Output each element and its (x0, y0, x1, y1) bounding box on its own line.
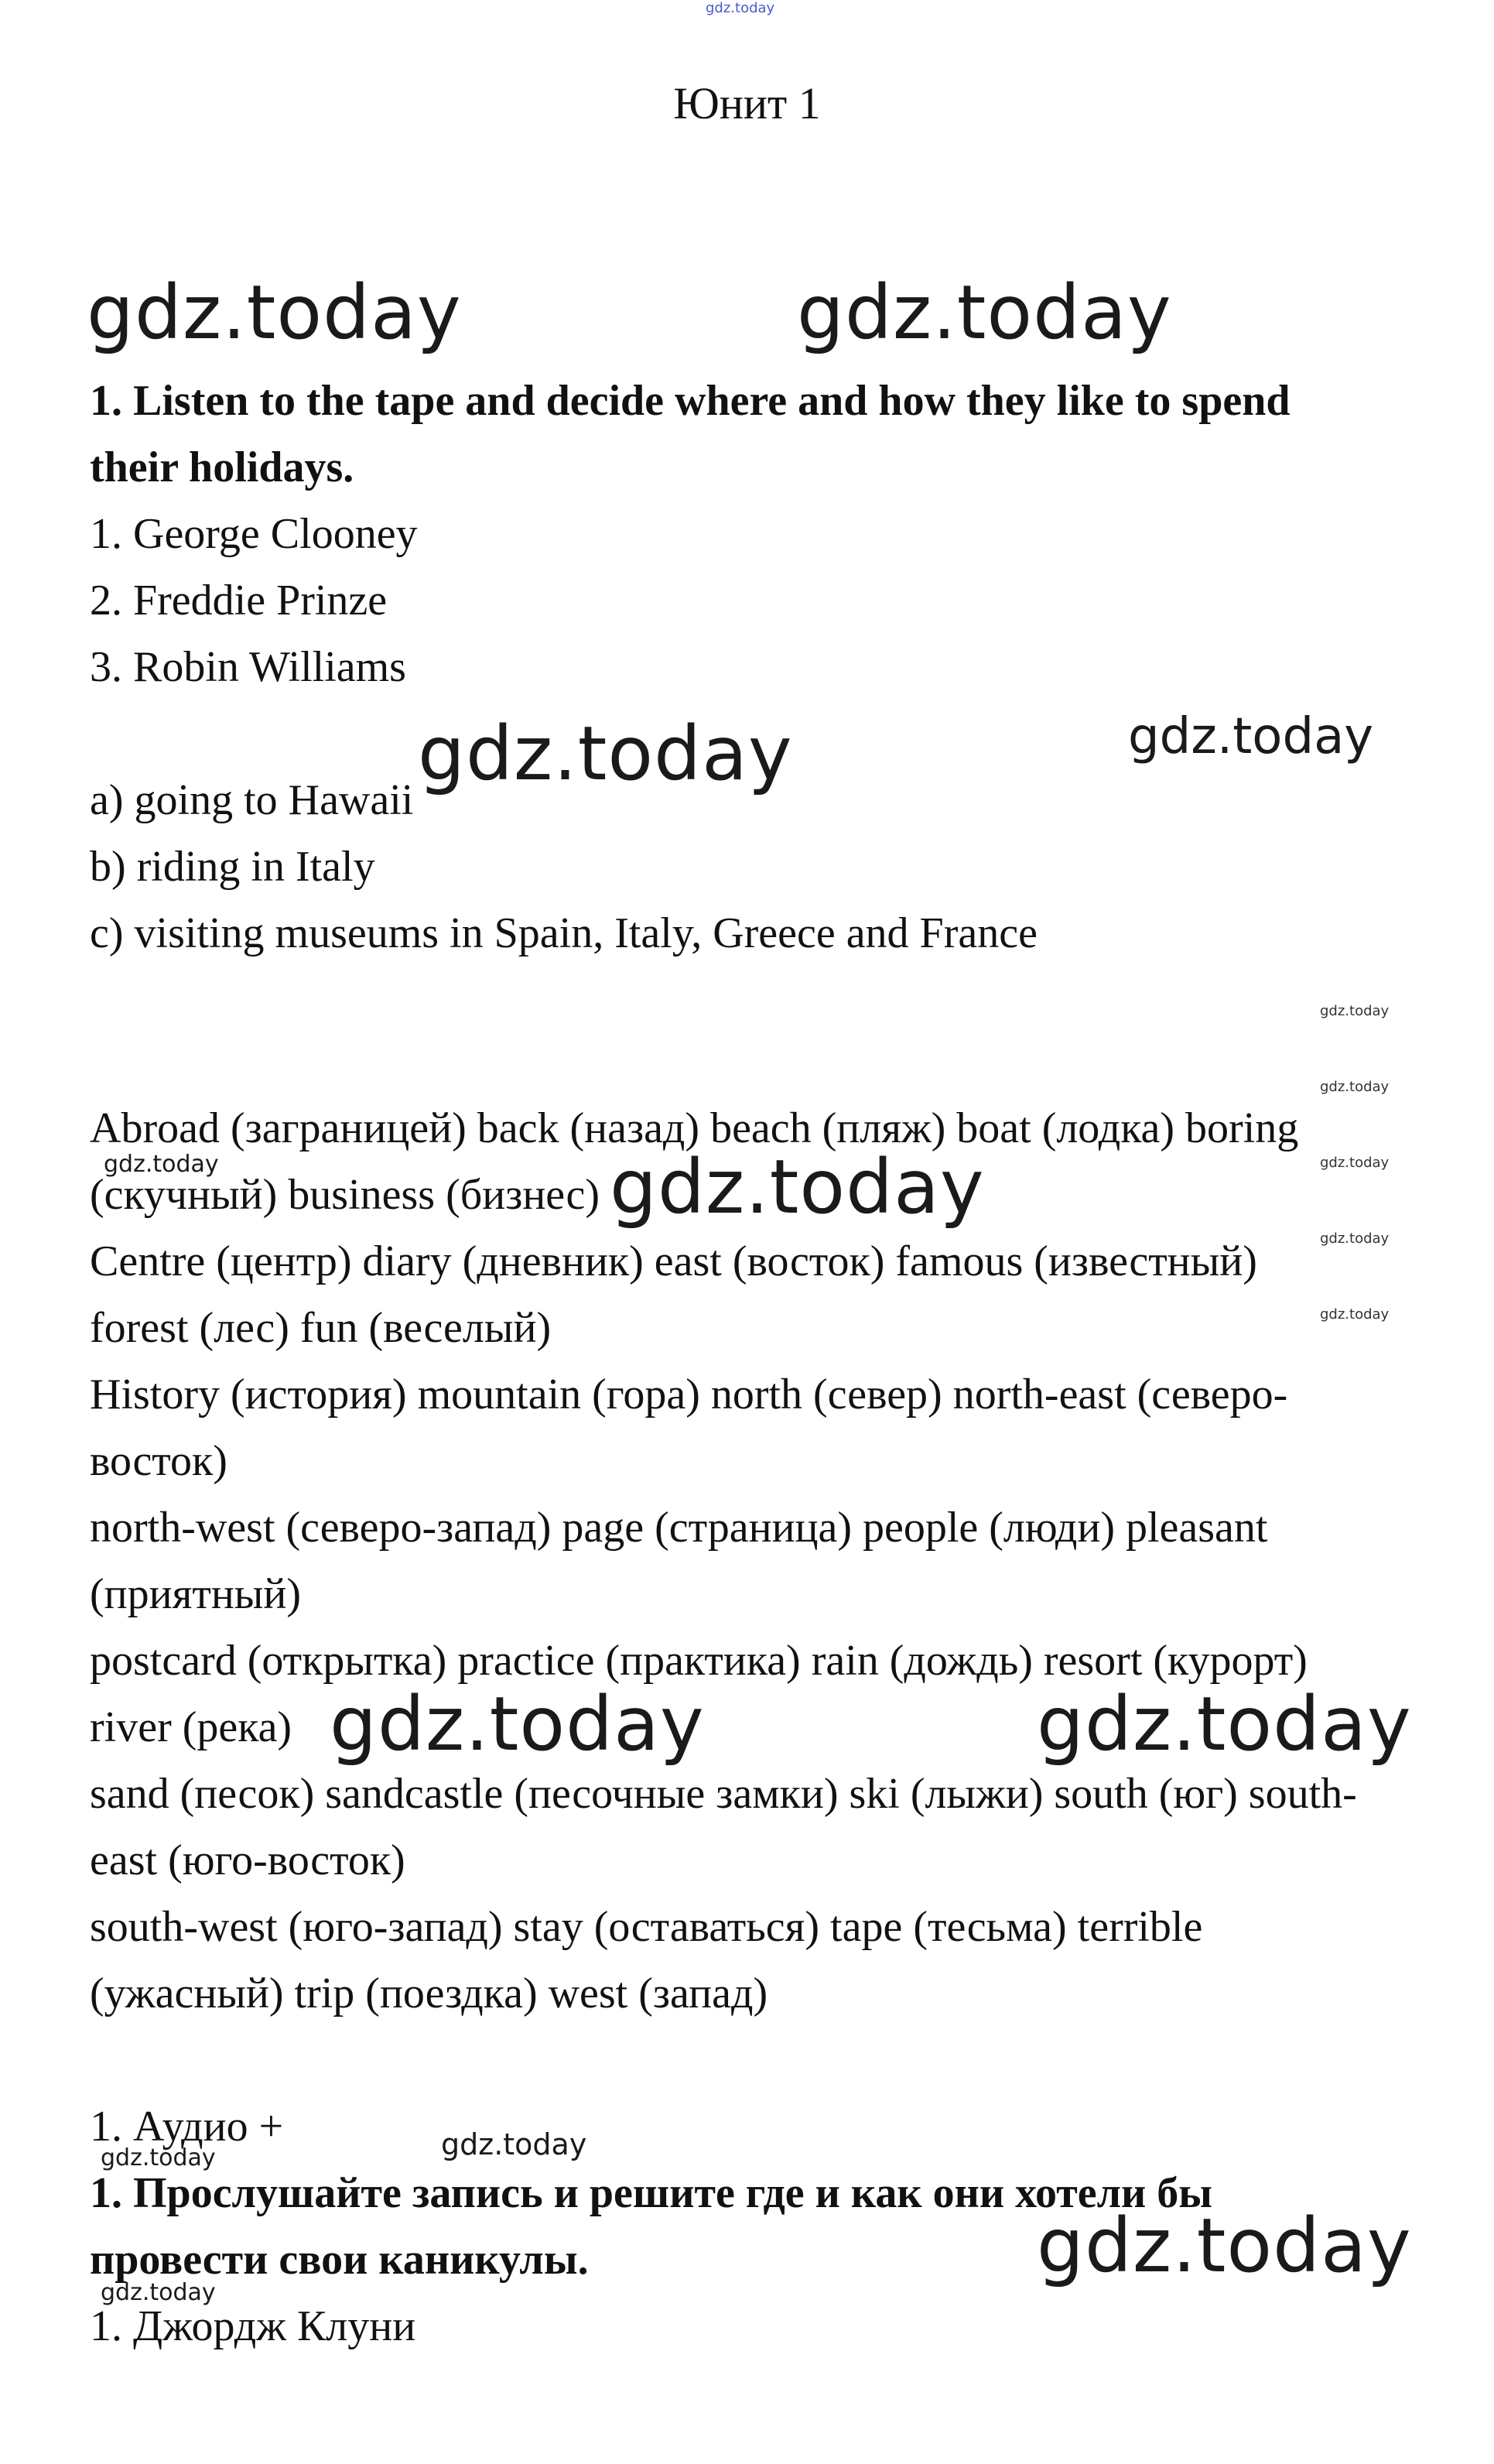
vocab-line-4: forest (лес) fun (веселый) (90, 1304, 552, 1352)
task-ru-heading-line1: 1. Прослушайте запись и решите где и как они хотели бы (90, 2169, 1213, 2217)
vocab-line-3: Centre (центр) diary (дневник) east (восток) famous (известный) (90, 1237, 1257, 1285)
vocab-line-14: (ужасный) trip (поездка) west (запад) (90, 1969, 768, 2017)
task-ru-label: 1. Аудио + (90, 2103, 284, 2151)
vocab-line-8: (приятный) (90, 1570, 302, 1618)
option-b: b) riding in Italy (90, 843, 375, 891)
watermark-1: gdz.today (87, 269, 462, 356)
person-item-1: 1. George Clooney (90, 510, 418, 558)
vocab-line-5: History (история) mountain (гора) north (север) north-east (северо- (90, 1371, 1288, 1419)
watermark-8: gdz.today (1037, 1681, 1412, 1768)
watermark-small-3: gdz.today (1320, 1155, 1390, 1171)
task-ru-item-1: 1. Джордж Клуни (90, 2302, 416, 2350)
watermark-small-1: gdz.today (1320, 1003, 1390, 1019)
vocab-line-12: east (юго-восток) (90, 1836, 405, 1884)
vocab-line-13: south-west (юго-запад) stay (оставаться) tape (тесьма) terrible (90, 1903, 1203, 1951)
watermark-12: gdz.today (101, 2279, 216, 2306)
vocab-line-11: sand (песок) sandcastle (песочные замки) ski (лыжи) south (юг) south- (90, 1770, 1357, 1818)
watermark-6: gdz.today (610, 1144, 985, 1230)
watermark-5: gdz.today (104, 1151, 219, 1178)
watermark-2: gdz.today (797, 269, 1172, 356)
watermark-11: gdz.today (1037, 2202, 1412, 2289)
vocab-line-2: (скучный) business (бизнес) (90, 1171, 600, 1219)
task-en-heading-line1: 1. Listen to the tape and decide where and how they like to spend (90, 377, 1291, 425)
watermark-9: gdz.today (101, 2144, 216, 2171)
watermark-small-2: gdz.today (1320, 1079, 1390, 1095)
page-title: Юнит 1 (673, 78, 821, 128)
vocab-line-6: восток) (90, 1437, 227, 1485)
task-en-heading-line2: their holidays. (90, 443, 354, 491)
person-item-2: 2. Freddie Prinze (90, 577, 388, 625)
vocab-line-1: Abroad (заграницей) back (назад) beach (пляж) boat (лодка) boring (90, 1104, 1299, 1152)
watermark-small-4: gdz.today (1320, 1230, 1390, 1247)
watermark-small-5: gdz.today (1320, 1306, 1390, 1323)
watermark-top: gdz.today (706, 0, 775, 16)
watermark-10: gdz.today (441, 2127, 587, 2161)
watermark-3: gdz.today (418, 710, 793, 797)
person-item-3: 3. Robin Williams (90, 643, 406, 691)
option-c: c) visiting museums in Spain, Italy, Greece and France (90, 909, 1038, 957)
vocab-line-7: north-west (северо-запад) page (страница) people (люди) pleasant (90, 1504, 1268, 1552)
watermark-7: gdz.today (330, 1681, 705, 1768)
option-a: a) going to Hawaii (90, 776, 414, 824)
watermark-4: gdz.today (1128, 708, 1374, 765)
vocab-line-9: postcard (открытка) practice (практика) rain (дождь) resort (курорт) (90, 1637, 1308, 1685)
vocab-line-10: river (река) (90, 1703, 292, 1751)
task-ru-heading-line2: провести свои каникулы. (90, 2236, 589, 2284)
